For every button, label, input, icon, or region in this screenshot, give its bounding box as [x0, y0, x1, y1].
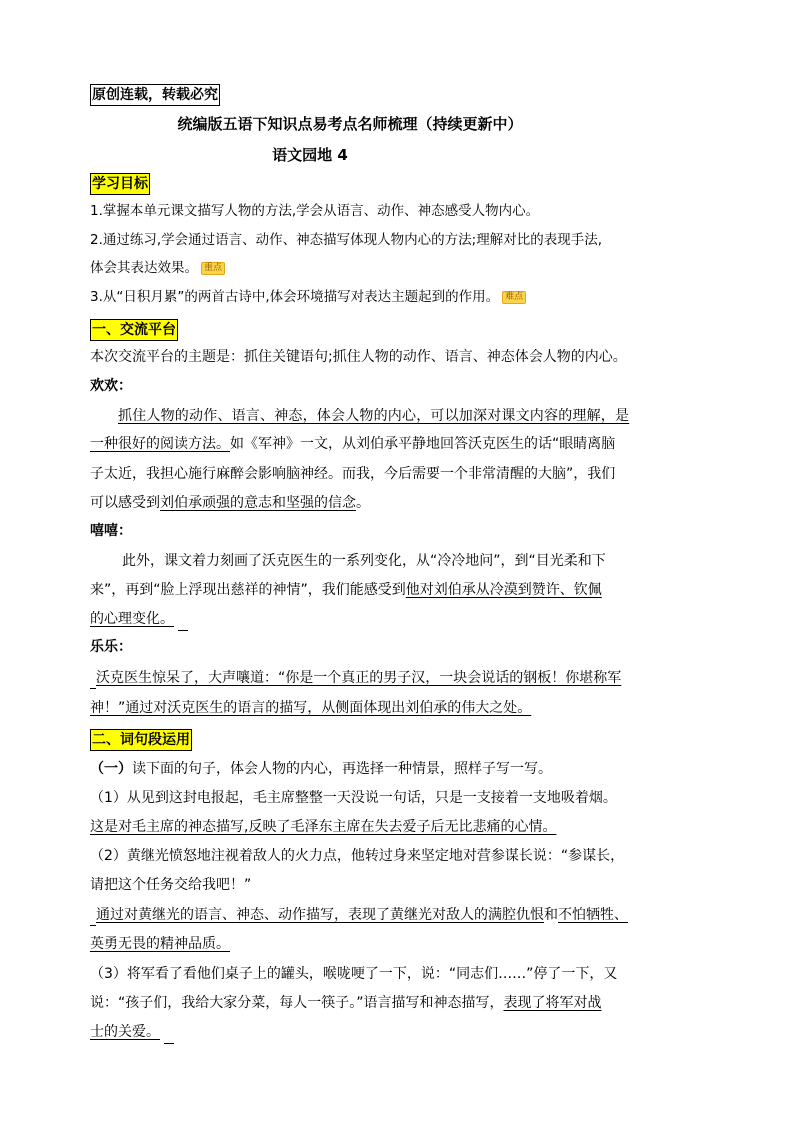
- sentence-3-text: 说：“孩子们，我给大家分菜，每人一筷子。”语言描写和神态描写，: [90, 995, 504, 1011]
- hh-line-4-underlined: 刘伯承顽强的意志和坚强的信念: [160, 495, 356, 511]
- xx-line-2-underlined: 他对刘伯承从冷漠到赞许、钦佩: [405, 582, 602, 598]
- hh-line-2-text: 如《军神》一文，从刘伯承平静地回答沃克医生的话“眼睛离脑: [230, 436, 616, 452]
- sentence-2-answer-and: 和: [544, 907, 558, 923]
- sentence-2-answer-a: 通过对黄继光的语言、神态、动作描写，表现了黄继光对敌人的满腔仇恨: [96, 907, 544, 923]
- xx-line-2-text: 来”，再到“脸上浮现出慈祥的神情”，我们能感受到: [90, 582, 406, 598]
- page-title: 统编版五语下知识点易考点名师梳理（持续更新中）: [177, 115, 523, 133]
- question-1-text: 读下面的句子，体会人物的内心，再选择一种情景，照样子写一写。: [132, 761, 552, 777]
- copyright-banner: [90, 84, 710, 106]
- sentence-2-answer-c: 不怕牺牲、: [558, 907, 628, 923]
- ll-line-1-text: 沃克医生惊呆了，大声嚷道：“你是一个真正的男子汉，一块会说话的钢板！你堪称军: [96, 670, 622, 686]
- sentence-2-line1: （2）黄继光愤怒地注视着敌人的火力点，他转过身来坚定地对营参谋长说：“参谋长，: [90, 848, 625, 864]
- section1-intro: 本次交流平台的主题是：抓住关键语句;抓住人物的动作、语言、神态体会人物的内心。: [90, 349, 627, 365]
- page-subtitle: 语文园地 4: [272, 146, 348, 164]
- goal-3-text: 3.从“日积月累”的两首古诗中,体会环境描写对表达主题起到的作用。: [90, 289, 500, 305]
- sentence-2-answer-line1: [96, 905, 710, 925]
- s3-underline-tail: [164, 1043, 174, 1044]
- xx-underline-tail: [178, 630, 188, 631]
- sentence-3-line3: [90, 1022, 710, 1042]
- ll-line-1: [96, 668, 710, 688]
- hh-line-2: [90, 434, 710, 454]
- hh-line-1: [118, 406, 710, 426]
- speaker-huanhuan: 欢欢：: [90, 378, 132, 394]
- hh-line-4-end: 。: [356, 495, 370, 511]
- goal-3: [90, 287, 710, 307]
- ll-underline-head: [90, 688, 96, 689]
- section2-heading: 二、词句段运用: [90, 729, 192, 751]
- sentence-3-underlined: 表现了将军对战: [503, 995, 602, 1011]
- xx-line-1: 此外，课文着力刻画了沃克医生的一系列变化，从“冷冷地问”，到“目光柔和下: [122, 553, 606, 569]
- hh-line-4-text: 可以感受到: [90, 495, 160, 511]
- sentence-3-answer-end: 士的关爱。: [90, 1024, 160, 1040]
- section2-heading-row: [90, 729, 710, 751]
- xx-line-3: [90, 609, 710, 629]
- sentence-2-answer-2: 英勇无畏的精神品质。: [90, 936, 230, 952]
- sentence-1-answer-text: 这是对毛主席的神态描写,反映了毛泽东主席在失去爱子后无比悲痛的心情。: [90, 819, 557, 835]
- xx-line-2: [90, 580, 710, 600]
- goal-2-line2: [90, 258, 710, 278]
- banner-text: 原创连载，转载必究: [90, 84, 220, 106]
- hh-line-4: [90, 493, 710, 513]
- ll-line-2: [90, 698, 710, 718]
- ll-line-2-text: 神！”通过对沃克医生的语言的描写，从侧面体现出刘伯承的伟大之处。: [90, 700, 532, 716]
- section1-heading-row: [90, 319, 710, 341]
- key-point-tag: 重点: [201, 262, 225, 275]
- speaker-xixi: 嘻嘻：: [90, 523, 132, 539]
- sentence-1: （1）从见到这封电报起，毛主席整整一天没说一句话，只是一支接着一支地吸着烟。: [90, 790, 617, 806]
- goal-2-line1: 2.通过练习,学会通过语言、动作、神态描写体现人物内心的方法;理解对比的表现手法,: [90, 232, 603, 248]
- sentence-2-line2: 请把这个任务交给我吧！”: [90, 877, 252, 893]
- sentence-1-answer: [90, 817, 710, 837]
- goals-heading-row: [90, 173, 710, 195]
- s2-underline-head: [90, 925, 96, 926]
- difficult-point-tag: 难点: [502, 291, 526, 304]
- xx-line-3-text: 的心理变化。: [90, 611, 174, 627]
- goal-2-text: 体会其表达效果。: [90, 260, 198, 276]
- sentence-3-line1: （3）将军看了看他们桌子上的罐头，喉咙哽了一下，说：“同志们……”停了一下，又: [90, 966, 618, 982]
- hh-line-2-underlined: 一种很好的阅读方法。: [90, 436, 230, 452]
- hh-line-3: 子太近，我担心施行麻醉会影响脑神经。而我，今后需要一个非常清醒的大脑”，我们: [90, 466, 616, 482]
- sentence-3-line2: [90, 993, 710, 1013]
- goal-1: 1.掌握本单元课文描写人物的方法,学会从语言、动作、神态感受人物内心。: [90, 203, 540, 219]
- hh-line-1-text: 抓住人物的动作、语言、神态，体会人物的内心，可以加深对课文内容的理解，是: [118, 408, 630, 424]
- sentence-2-answer-line2: [90, 934, 710, 954]
- question-1: [90, 759, 710, 779]
- question-1-number: （一）: [90, 761, 132, 777]
- section1-heading: 一、交流平台: [90, 319, 178, 341]
- goals-heading: 学习目标: [90, 173, 150, 195]
- speaker-lele: 乐乐：: [90, 639, 132, 655]
